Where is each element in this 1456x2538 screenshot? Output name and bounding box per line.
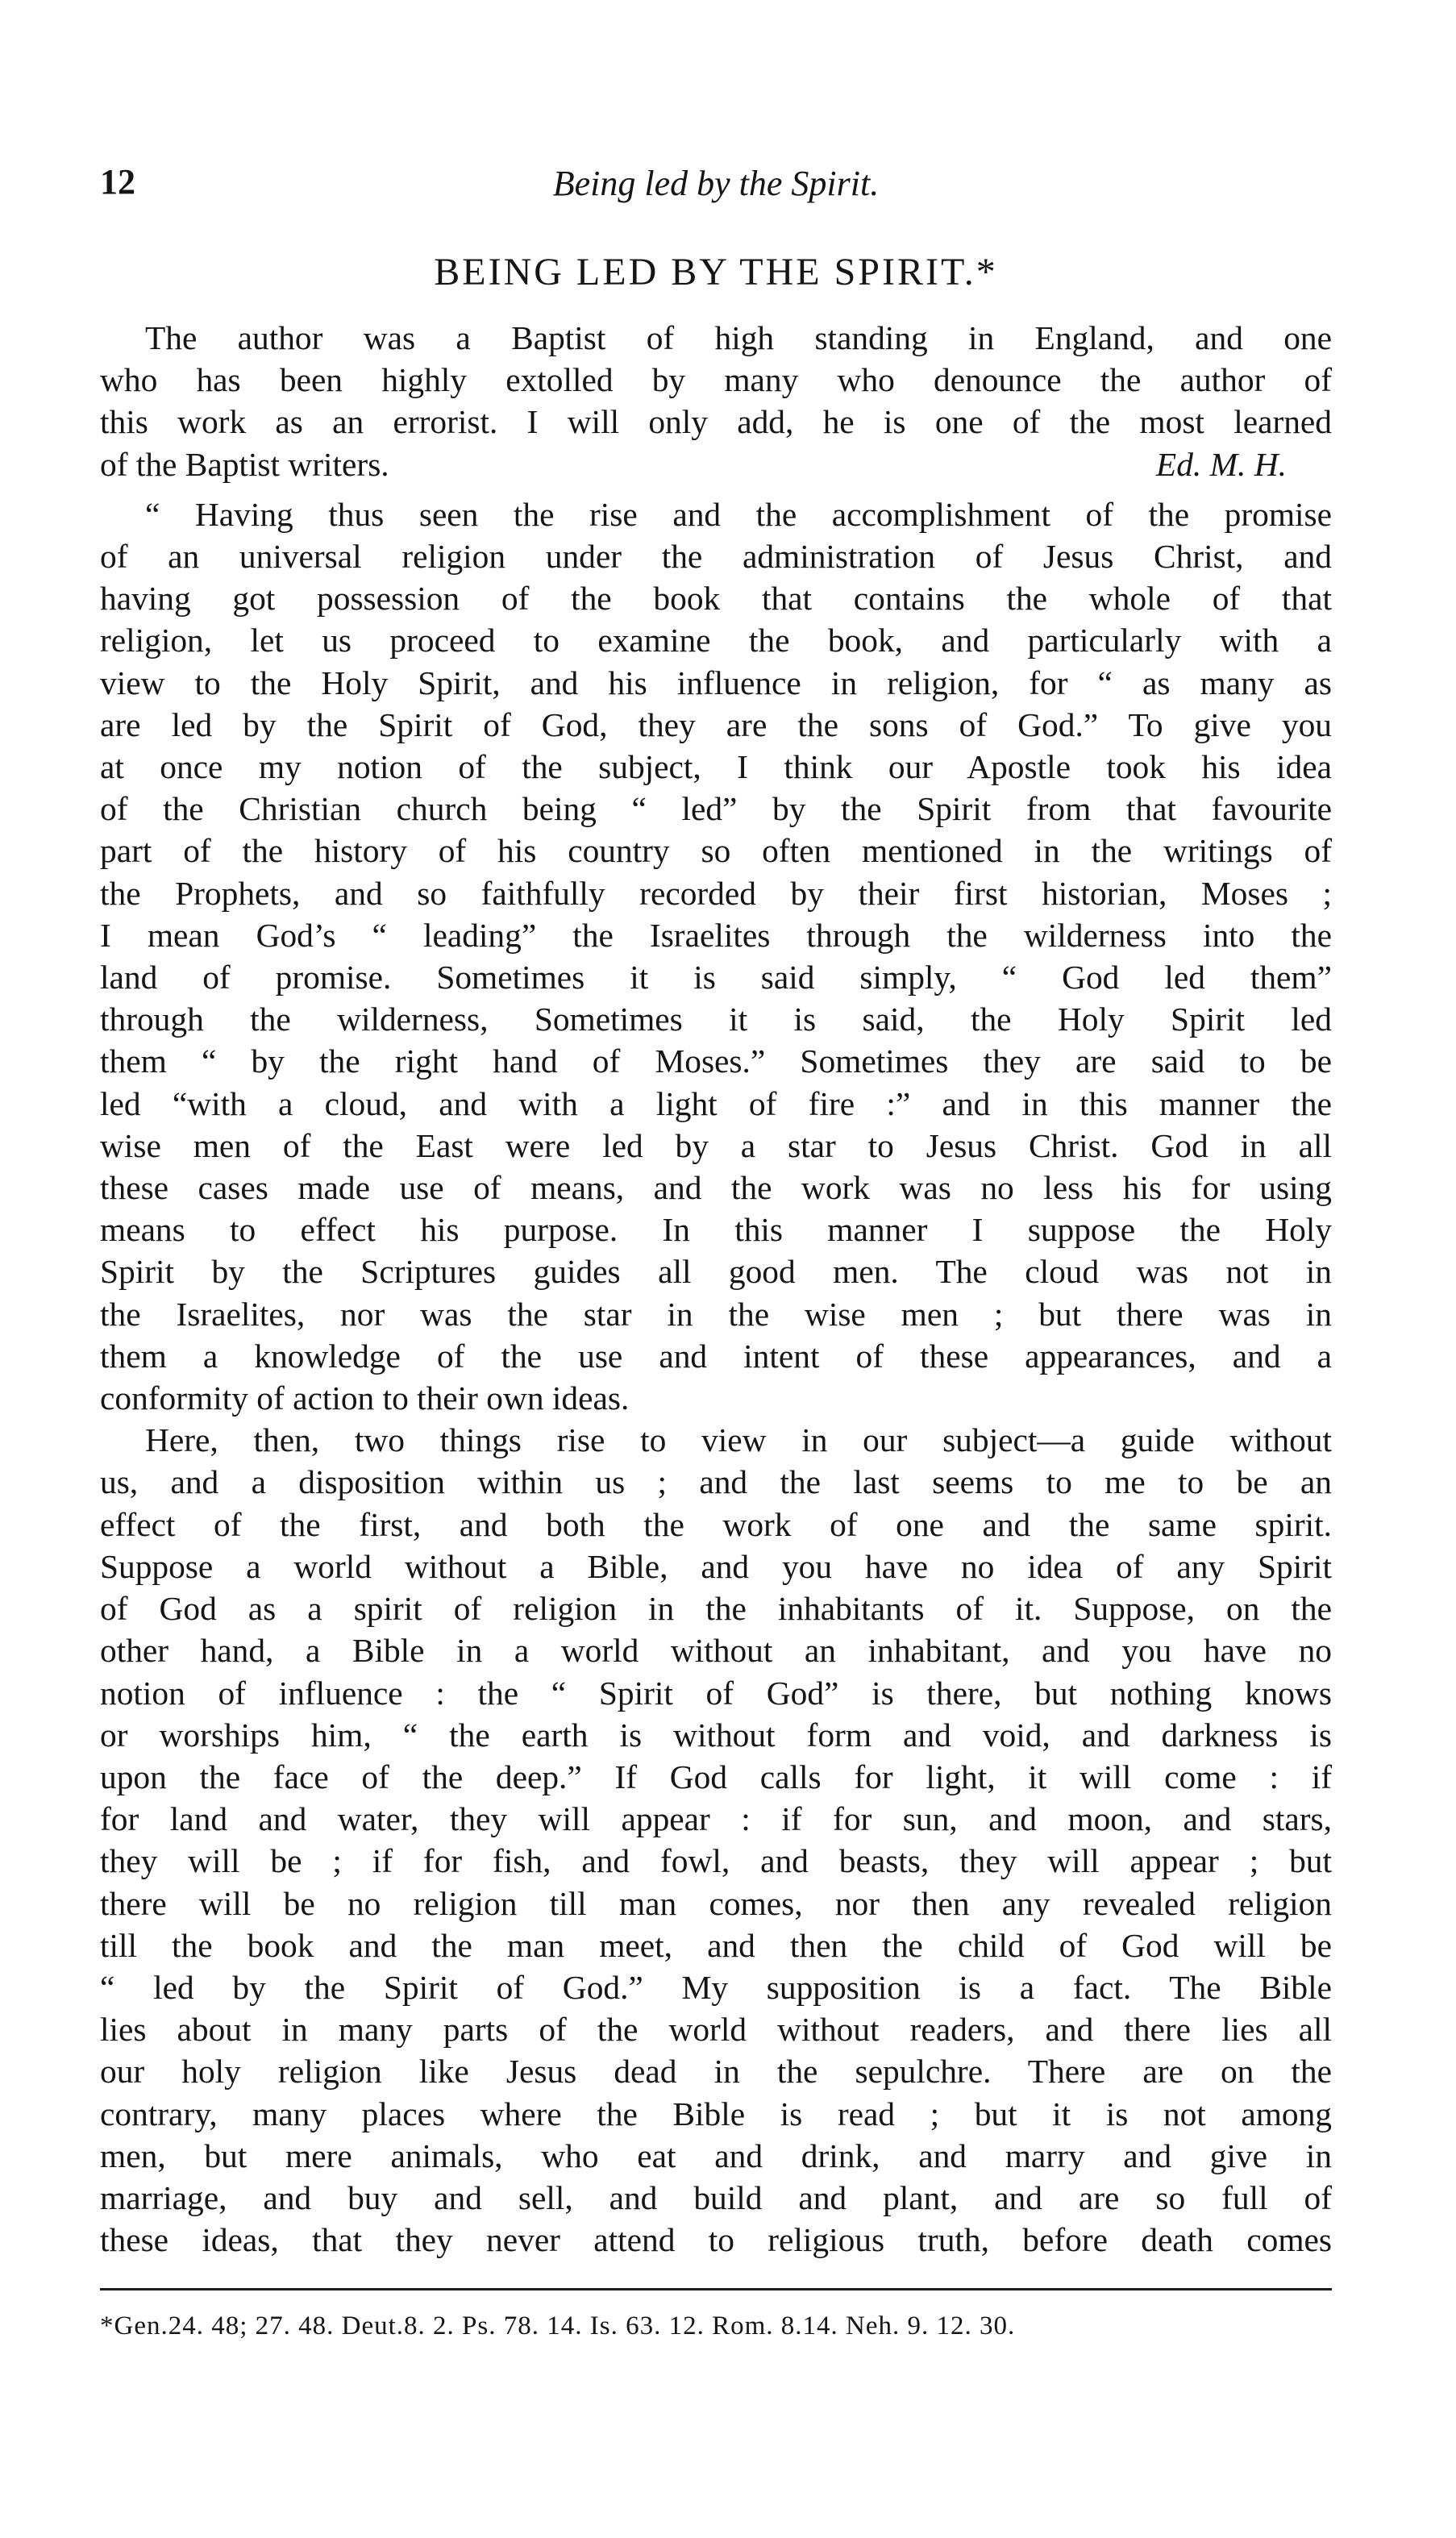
text-line: “ led by the Spirit of God.” My supposition is a fact. The Bible [100, 1968, 1332, 2006]
editor-note [100, 317, 1332, 485]
text-line: of the Christian church being “ led” by the Spirit from that favourite [100, 790, 1332, 828]
text-line: view to the Holy Spirit, and his influence in religion, for “ as many as [100, 664, 1332, 701]
running-head [100, 161, 1332, 210]
chapter-title: BEING LED BY THE SPIRIT.* [434, 251, 998, 293]
text-line: part of the history of his country so often mentioned in the writings of [100, 832, 1332, 870]
text-line: led “with a cloud, and with a light of fire :” and in this manner the [100, 1084, 1332, 1122]
body-paragraph-1 [100, 493, 1332, 1419]
text-line: men, but mere animals, who eat and drink, and marry and give in [100, 2136, 1332, 2174]
text-line: notion of influence : the “ Spirit of God” is there, but nothing knows [100, 1674, 1332, 1712]
editor-signature: Ed. M. H. [1155, 445, 1287, 483]
footnote: *Gen.24. 48; 27. 48. Deut.8. 2. Ps. 78. 14. Is. 63. 12. Rom. 8.14. Neh. 9. 12. 30. [100, 2311, 1016, 2341]
body-paragraph-2 [100, 1419, 1332, 2261]
text-line: for land and water, they will appear : if for sun, and moon, and stars, [100, 1800, 1332, 1838]
footnote-divider [100, 2288, 1332, 2290]
text-line: religion, let us proceed to examine the book, and particularly with a [100, 622, 1332, 659]
text-line: are led by the Spirit of God, they are the sons of God.” To give you [100, 705, 1332, 743]
text-line: The author was a Baptist of high standing in England, and one [145, 319, 1332, 356]
text-line: of the Baptist writers. [100, 445, 389, 483]
text-line: this work as an errorist. I will only add, he is one of the most learned [100, 403, 1332, 441]
text-line: through the wilderness, Sometimes it is said, the Holy Spirit led [100, 1001, 1332, 1038]
text-line: “ Having thus seen the rise and the accomplishment of the promise [145, 495, 1332, 533]
text-line: Spirit by the Scriptures guides all good men. The cloud was not in [100, 1253, 1332, 1291]
book-page [100, 161, 1332, 2341]
running-title: Being led by the Spirit. [552, 164, 880, 203]
text-line: at once my notion of the subject, I think our Apostle took his idea [100, 748, 1332, 786]
text-line: marriage, and buy and sell, and build and plant, and are so full of [100, 2178, 1332, 2216]
text-line: these ideas, that they never attend to religious truth, before death comes [100, 2221, 1332, 2259]
text-line: Here, then, two things rise to view in our subject—a guide without [145, 1421, 1332, 1459]
text-line: of God as a spirit of religion in the inhabitants of it. Suppose, on the [100, 1590, 1332, 1628]
text-line: the Prophets, and so faithfully recorded by their first historian, Moses ; [100, 874, 1332, 912]
text-line: till the book and the man meet, and then the child of God will be [100, 1926, 1332, 1964]
text-line: our holy religion like Jesus dead in the sepulchre. There are on the [100, 2053, 1332, 2091]
text-line: contrary, many places where the Bible is read ; but it is not among [100, 2095, 1332, 2132]
text-line: or worships him, “ the earth is without form and void, and darkness is [100, 1716, 1332, 1754]
text-line: us, and a disposition within us ; and the last seems to me to be an [100, 1463, 1332, 1501]
text-line: means to effect his purpose. In this manner I suppose the Holy [100, 1211, 1332, 1249]
text-line: wise men of the East were led by a star to Jesus Christ. God in all [100, 1126, 1332, 1164]
text-line: they will be ; if for fish, and fowl, and beasts, they will appear ; but [100, 1842, 1332, 1880]
text-line: upon the face of the deep.” If God calls for light, it will come : if [100, 1758, 1332, 1795]
page-number: 12 [100, 162, 135, 202]
text-line: other hand, a Bible in a world without an inhabitant, and you have no [100, 1632, 1332, 1670]
editor-signature-line [100, 443, 1332, 485]
text-line: them “ by the right hand of Moses.” Sometimes they are said to be [100, 1042, 1332, 1080]
text-line: Suppose a world without a Bible, and you have no idea of any Spirit [100, 1547, 1332, 1585]
text-line: of an universal religion under the administration of Jesus Christ, and [100, 538, 1332, 576]
text-line: having got possession of the book that contains the whole of that [100, 580, 1332, 618]
text-line: these cases made use of means, and the work was no less his for using [100, 1169, 1332, 1207]
text-line: lies about in many parts of the world without readers, and there lies all [100, 2011, 1332, 2049]
text-line: land of promise. Sometimes it is said simply, “ God led them” [100, 959, 1332, 996]
text-line: conformity of action to their own ideas. [100, 1379, 630, 1417]
text-line: the Israelites, nor was the star in the wise men ; but there was in [100, 1295, 1332, 1333]
text-line: effect of the first, and both the work of one and the same spirit. [100, 1505, 1332, 1543]
text-line: I mean God’s “ leading” the Israelites through the wilderness into the [100, 916, 1332, 954]
text-line: them a knowledge of the use and intent of these appearances, and a [100, 1337, 1332, 1375]
text-line: who has been highly extolled by many who denounce the author of [100, 361, 1332, 399]
text-line: there will be no religion till man comes, nor then any revealed religion [100, 1884, 1332, 1922]
